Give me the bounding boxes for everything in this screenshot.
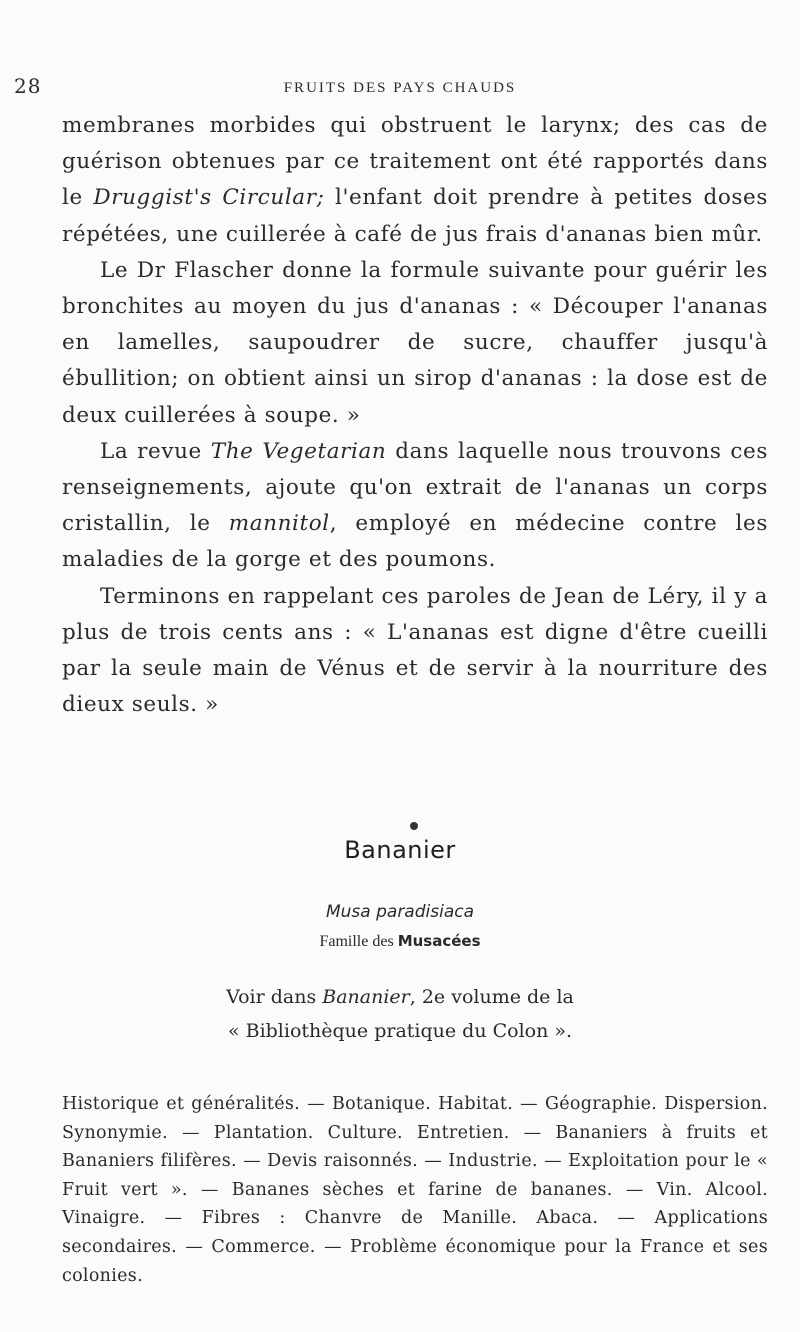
text-run: , 2e volume de la [409,986,574,1008]
text-run: l'enfant doit prendre à petites doses répétées, une cuillerée à café de jus frais d'ananas bien mûr. [62,185,768,247]
journal-title: Druggist's Circular; [93,185,325,211]
see-also-note [0,980,800,1048]
substance-name: mannitol [228,511,330,537]
text-run: , employé en médecine contre les maladies de la gorge et des poumons. [62,511,768,573]
text-run: dans laquelle nous trouvons ces renseignements, ajoute qu'on extrait de l'ananas un corps cristallin, le [62,438,768,537]
text-run: membranes morbides qui obstruent le larynx; des cas de guérison obtenues par ce traitement ont été rapportés dans le [62,113,768,211]
family-line [0,932,800,951]
running-head: FRUITS DES PAYS CHAUDS [283,80,517,96]
paragraph-1 [62,108,768,253]
family-prefix: Famille des [319,933,398,950]
paragraph-2: Le Dr Flascher donne la formule suivante pour guérir les bronchites au moyen du jus d'ananas : « Découper l'ananas en lamelles, saupoudrer de sucre, chauffer jusqu'à ébullition; on obtient ainsi un sirop d'ananas : la dose est de deux cuillerées à soupe. » [62,257,768,428]
bullet-ornament [410,822,418,830]
see-also-line-2: « Bibliothèque pratique du Colon ». [227,1020,573,1042]
journal-title: The Vegetarian [210,438,387,464]
contents-summary: Historique et généralités. — Botanique. Habitat. — Géographie. Dispersion. Synonymie. — Plantation. Culture. Entretien. — Bananiers à fruits et Bananiers filifères. — Devis raisonnés. — Industrie. — Exploitation pour le « Fruit vert ». — Bananes sèches et farine de bananes. — Vin. Alcool. Vinaigre. — Fibres : Chanvre de Manille. Abaca. — Applications secondaires. — Commerce. — Problème économique pour la France et ses colonies. [62,1094,768,1286]
text-run: Voir dans [226,986,323,1008]
book-title: Bananier [322,986,410,1008]
text-run: La revue [100,438,211,464]
family-name: Musacées [397,932,481,950]
body-text [62,108,768,723]
page-number: 28 [14,74,42,98]
paragraph-4: Terminons en rappelant ces paroles de Jean de Léry, il y a plus de trois cents ans : « L'ananas est digne d'être cueilli par la seule main de Vénus et de servir à la nourriture des dieux seuls. » [62,583,768,718]
section-title: Bananier [344,836,456,864]
paragraph-3 [62,434,768,579]
species-name: Musa paradisiaca [325,902,474,922]
see-also-line-1 [0,980,800,1014]
